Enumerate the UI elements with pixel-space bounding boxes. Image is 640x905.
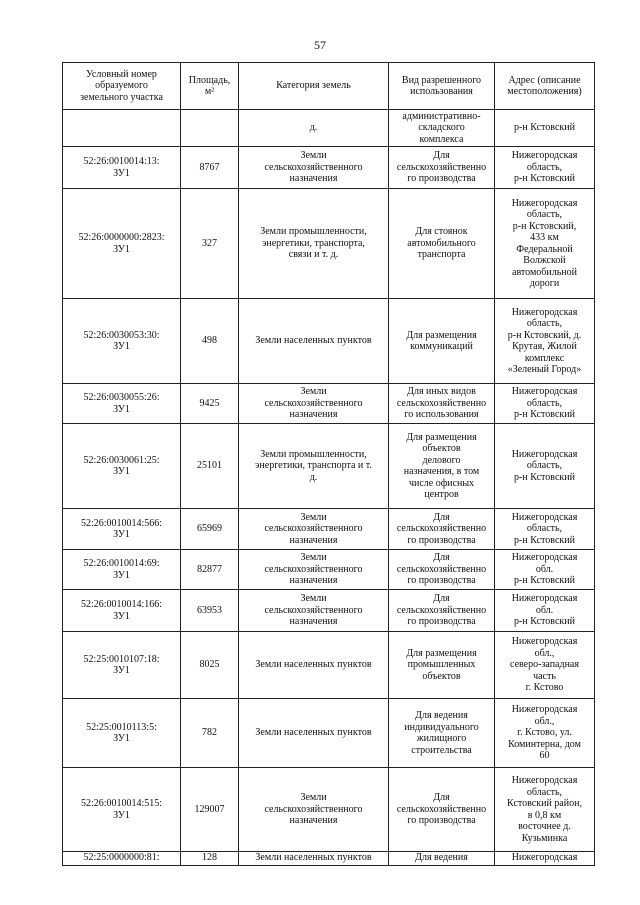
cell-address: Нижегородская обл., северо-западная часть г. Кстово (495, 632, 595, 699)
table-row (63, 632, 595, 699)
cell-land-category: Земли населенных пунктов (239, 699, 389, 768)
cell-permitted-use: Для сельскохозяйственно го производства (389, 590, 495, 632)
cell-plot-number: 52:26:0030061:25: ЗУ1 (63, 424, 181, 509)
cell-plot-number: 52:26:0030053:30: ЗУ1 (63, 299, 181, 384)
cell-permitted-use: Для ведения индивидуального жилищного строительства (389, 699, 495, 768)
cell-plot-number: 52:26:0010014:566: ЗУ1 (63, 509, 181, 550)
header-permitted-use: Вид разрешенного использования (389, 63, 495, 110)
cell-area: 25101 (181, 424, 239, 509)
cell-area: 9425 (181, 384, 239, 424)
cell-plot-number: 52:25:0000000:81: (63, 852, 181, 866)
cell-plot-number: 52:26:0010014:13: ЗУ1 (63, 147, 181, 189)
cell-address: Нижегородская обл. р-н Кстовский (495, 550, 595, 590)
cell-plot-number: 52:25:0010113:5: ЗУ1 (63, 699, 181, 768)
cell-permitted-use: Для иных видов сельскохозяйственно го использования (389, 384, 495, 424)
table-row (63, 550, 595, 590)
table-row (63, 509, 595, 550)
table-row (63, 110, 595, 147)
cell-land-category: Земли сельскохозяйственного назначения (239, 590, 389, 632)
cell-permitted-use: административно- складского комплекса (389, 110, 495, 147)
table-row (63, 384, 595, 424)
cell-plot-number: 52:26:0010014:69: ЗУ1 (63, 550, 181, 590)
cell-plot-number: 52:26:0000000:2823: ЗУ1 (63, 189, 181, 299)
header-land-category: Категория земель (239, 63, 389, 110)
cell-permitted-use: Для размещения промышленных объектов (389, 632, 495, 699)
page-number: 57 (314, 38, 326, 52)
table-row (63, 424, 595, 509)
cell-area: 129007 (181, 768, 239, 852)
cell-address: Нижегородская область, р-н Кстовский, д. Крутая, Жилой комплекс «Зеленый Город» (495, 299, 595, 384)
cell-area: 82877 (181, 550, 239, 590)
cell-area (181, 110, 239, 147)
cell-plot-number: 52:26:0030055:26: ЗУ1 (63, 384, 181, 424)
cell-land-category: Земли сельскохозяйственного назначения (239, 768, 389, 852)
cell-permitted-use: Для сельскохозяйственно го производства (389, 147, 495, 189)
cell-area: 65969 (181, 509, 239, 550)
cell-land-category: Земли населенных пунктов (239, 632, 389, 699)
table-row (63, 768, 595, 852)
cell-land-category: Земли промышленности, энергетики, транспорта и т. д. (239, 424, 389, 509)
table-row (63, 699, 595, 768)
cell-land-category: Земли промышленности, энергетики, транспорта, связи и т. д. (239, 189, 389, 299)
cell-land-category: Земли населенных пунктов (239, 299, 389, 384)
table-row (63, 147, 595, 189)
cell-address: Нижегородская область, р-н Кстовский (495, 509, 595, 550)
cell-land-category: Земли сельскохозяйственного назначения (239, 384, 389, 424)
cell-address: Нижегородская область, р-н Кстовский (495, 424, 595, 509)
cell-plot-number (63, 110, 181, 147)
cell-address: Нижегородская область, р-н Кстовский (495, 147, 595, 189)
cell-plot-number: 52:26:0010014:515: ЗУ1 (63, 768, 181, 852)
cell-permitted-use: Для сельскохозяйственно го производства (389, 768, 495, 852)
cell-land-category: д. (239, 110, 389, 147)
cell-permitted-use: Для размещения объектов делового назначения, в том числе офисных центров (389, 424, 495, 509)
cell-plot-number: 52:26:0010014:166: ЗУ1 (63, 590, 181, 632)
cell-permitted-use: Для размещения коммуникаций (389, 299, 495, 384)
cell-area: 8025 (181, 632, 239, 699)
cell-address: Нижегородская область, р-н Кстовский (495, 384, 595, 424)
cell-area: 782 (181, 699, 239, 768)
header-plot-number: Условный номер образуемого земельного участка (63, 63, 181, 110)
cell-plot-number: 52:25:0010107:18: ЗУ1 (63, 632, 181, 699)
table-row (63, 852, 595, 866)
table-header-row (63, 63, 595, 110)
cell-address: Нижегородская обл., г. Кстово, ул. Коминтерна, дом 60 (495, 699, 595, 768)
table-row (63, 189, 595, 299)
cell-land-category: Земли сельскохозяйственного назначения (239, 509, 389, 550)
header-area: Площадь, м² (181, 63, 239, 110)
cell-permitted-use: Для сельскохозяйственно го производства (389, 509, 495, 550)
cell-land-category: Земли сельскохозяйственного назначения (239, 147, 389, 189)
table-row (63, 299, 595, 384)
land-plots-table (62, 62, 595, 866)
cell-area: 327 (181, 189, 239, 299)
cell-permitted-use: Для ведения (389, 852, 495, 866)
cell-area: 498 (181, 299, 239, 384)
cell-address: Нижегородская область, Кстовский район, в 0,8 км восточнее д. Кузьминка (495, 768, 595, 852)
cell-address: Нижегородская область, р-н Кстовский, 433 км Федеральной Волжской автомобильной дороги (495, 189, 595, 299)
cell-address: р-н Кстовский (495, 110, 595, 147)
cell-area: 8767 (181, 147, 239, 189)
cell-land-category: Земли населенных пунктов (239, 852, 389, 866)
cell-area: 128 (181, 852, 239, 866)
cell-permitted-use: Для сельскохозяйственно го производства (389, 550, 495, 590)
cell-area: 63953 (181, 590, 239, 632)
cell-address: Нижегородская обл. р-н Кстовский (495, 590, 595, 632)
cell-address: Нижегородская (495, 852, 595, 866)
table-row (63, 590, 595, 632)
cell-permitted-use: Для стоянок автомобильного транспорта (389, 189, 495, 299)
header-address: Адрес (описание местоположения) (495, 63, 595, 110)
cell-land-category: Земли сельскохозяйственного назначения (239, 550, 389, 590)
